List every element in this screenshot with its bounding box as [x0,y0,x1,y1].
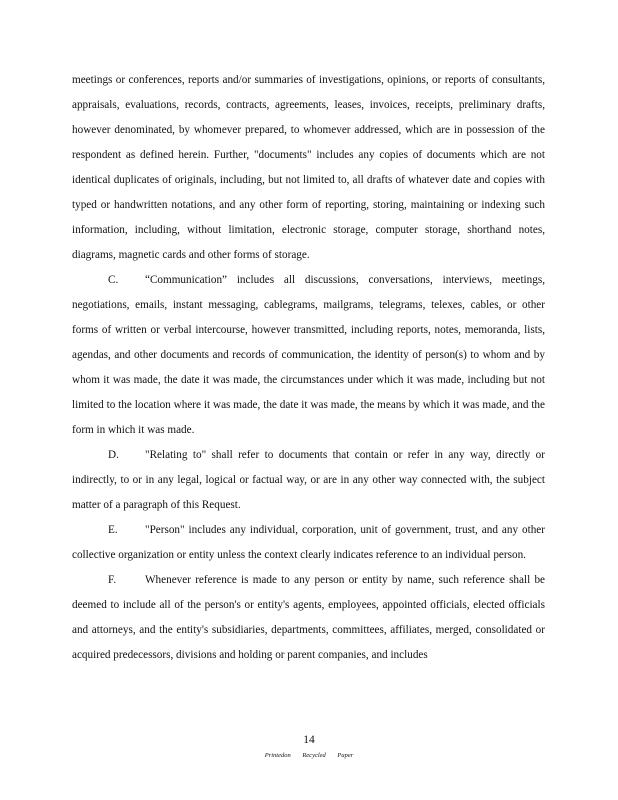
paragraph-documents-continued [72,68,545,268]
paragraph-text: Whenever reference is made to any person or entity by name, such reference shall be deemed to include all of the person's or entity's agents, employees, appointed officials, elected officials and attorneys, and the entity's subsidiaries, departments, committees, affiliates, merged, consolidated or acquired predecessors, divisions and holding or parent companies, and includes [72,574,545,661]
paragraph-text: "Person" includes any individual, corporation, unit of government, trust, and any other collective organization or entity unless the context clearly indicates reference to an individual person. [72,524,545,561]
paragraph-c-communication [72,268,545,443]
paragraph-e-person [72,518,545,568]
paragraph-label: C. [108,274,119,286]
paragraph-text: “Communication” includes all discussions, conversations, interviews, meetings, negotiations, emails, instant messaging, cablegrams, mailgrams, telegrams, telexes, cables, or other forms of written or verbal intercourse, however transmitted, including reports, notes, memoranda, lists, agendas, and other documents and records of communication, the identity of person(s) to whom and by whom it was made, the date it was made, the circumstances under which it was made, including but not limited to the location where it was made, the date it was made, the means by which it was made, and the form in which it was made. [72,274,545,436]
paragraph-text: "Relating to" shall refer to documents that contain or refer in any way, directly or indirectly, to or in any legal, logical or factual way, or are in any other way connected with, the subject matter of a paragraph of this Request. [72,449,545,511]
paragraph-label: D. [108,449,119,461]
paragraph-text: meetings or conferences, reports and/or summaries of investigations, opinions, or reports of consultants, appraisals, evaluations, records, contracts, agreements, leases, invoices, receipts, preliminary drafts, however denominated, by whomever prepared, to whomever addressed, which are in possession of the respondent as defined herein. Further, "documents" includes any copies of documents which are not identical duplicates of originals, including, but not limited to, all drafts of whatever date and copies with typed or handwritten notations, and any other form of reporting, storing, maintaining or indexing such information, including, without limitation, electronic storage, computer storage, shorthand notes, diagrams, magnetic cards and other forms of storage. [72,74,545,261]
paragraph-f-reference [72,568,545,668]
paragraph-label: E. [108,524,118,536]
page-number: 14 [303,734,315,746]
paragraph-d-relating-to [72,443,545,518]
body-text [72,68,545,668]
recycled-paper-note: Printedon Recycled Paper [264,752,354,759]
paragraph-label: F. [108,574,117,586]
